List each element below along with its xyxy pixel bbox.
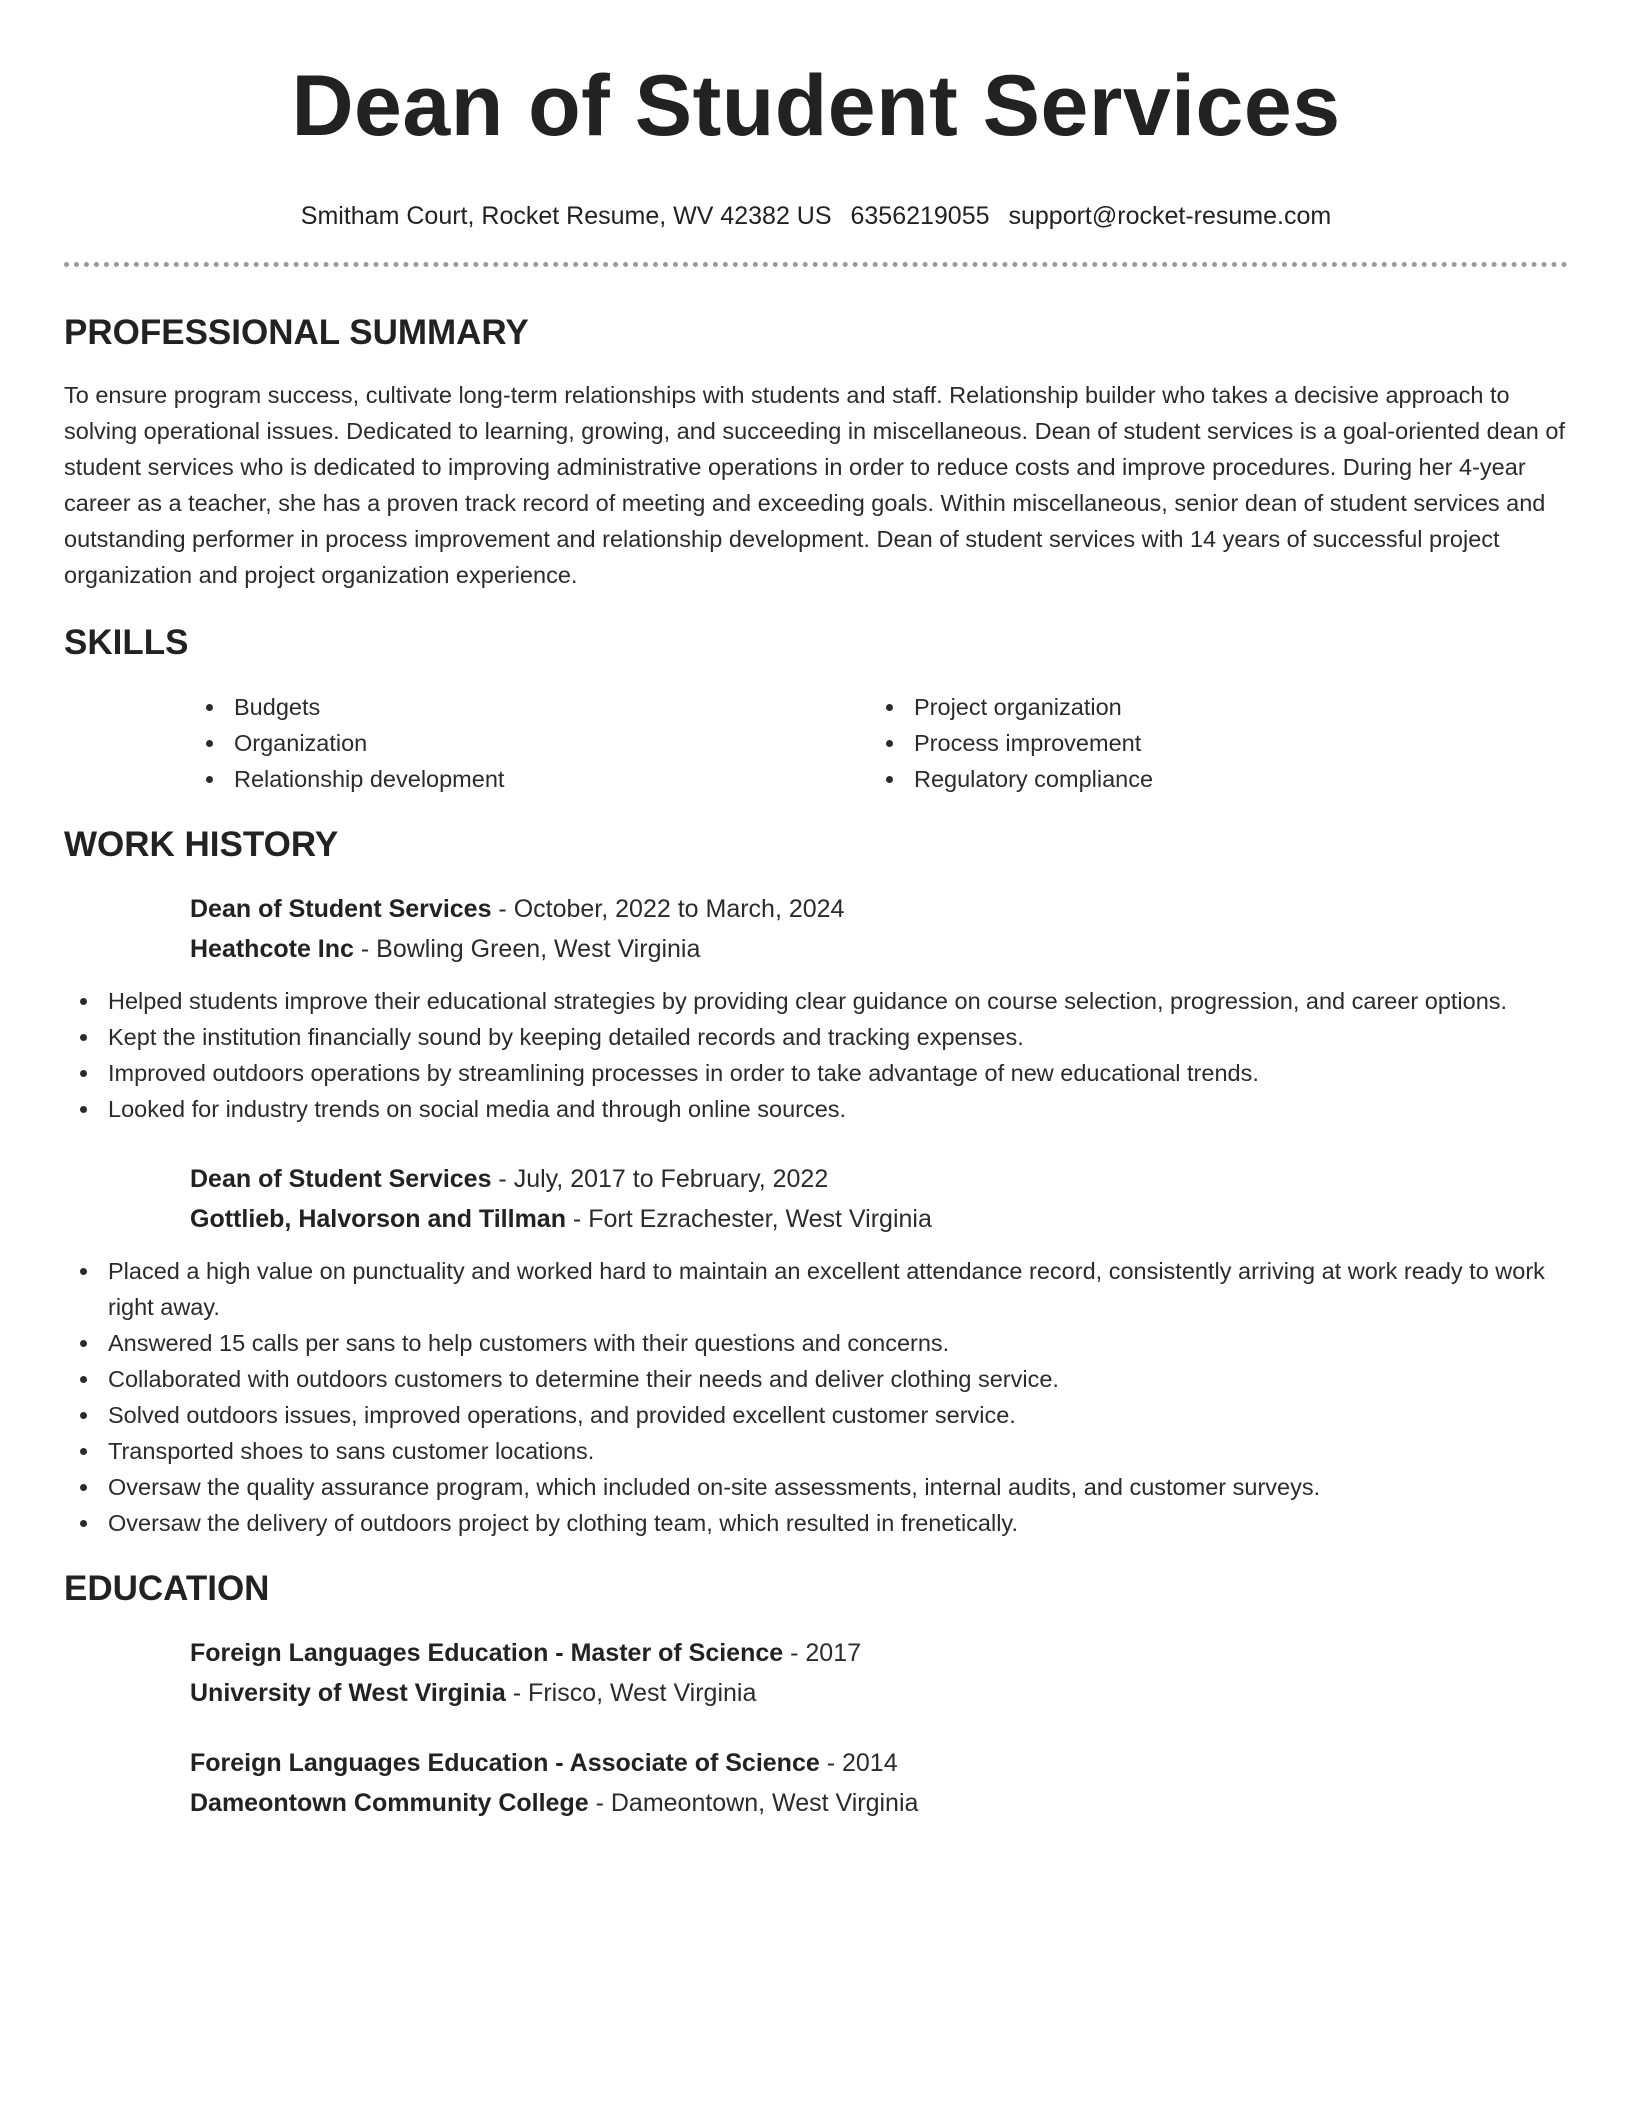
skills-column-right: [870, 689, 1550, 797]
job-title-line: [190, 889, 1568, 929]
contact-phone: 6356219055: [850, 202, 990, 230]
skills-list: [190, 689, 1568, 797]
job-bullets: [64, 1253, 1568, 1541]
job-location: - Fort Ezrachester, West Virginia: [565, 1205, 932, 1233]
resume-page: [64, 0, 1568, 1823]
job-role: Dean of Student Services: [190, 1165, 492, 1193]
work-history-heading: WORK HISTORY: [64, 825, 339, 864]
skills-column-left: [190, 689, 870, 797]
education-year: - 2014: [819, 1749, 898, 1777]
summary-heading: PROFESSIONAL SUMMARY: [64, 313, 529, 352]
skill-item: Budgets: [190, 689, 870, 725]
job-bullet: Looked for industry trends on social media and through online sources.: [64, 1091, 1568, 1127]
summary-text: To ensure program success, cultivate long-term relationships with students and staff. Relationship builder who takes a decisive approach to solving operational issues. Dedicated to learning, growing, and succeeding in miscellaneous. Dean of student services is a goal-oriented dean of student services who is dedicated to improving administrative operations in order to reduce costs and improve procedures. During her 4-year career as a teacher, she has a proven track record of meeting and exceeding goals. Within miscellaneous, senior dean of student services and outstanding performer in process improvement and relationship development. Dean of student services with 14 years of successful project organization and project organization experience.: [64, 382, 1565, 588]
job-bullet: Placed a high value on punctuality and worked hard to maintain an excellent attendance record, consistently arriving at work ready to work right away.: [64, 1253, 1568, 1325]
education-school-line: [190, 1673, 1568, 1713]
contact-address: Smitham Court, Rocket Resume, WV 42382 US: [300, 202, 832, 230]
job-bullet: Collaborated with outdoors customers to determine their needs and deliver clothing service.: [64, 1361, 1568, 1397]
job-role: Dean of Student Services: [190, 895, 492, 923]
education-heading: EDUCATION: [64, 1569, 270, 1608]
job-company-line: [190, 1199, 1568, 1239]
job-bullet: Answered 15 calls per sans to help customers with their questions and concerns.: [64, 1325, 1568, 1361]
job-bullet: Improved outdoors operations by streamlining processes in order to take advantage of new educational trends.: [64, 1055, 1568, 1091]
skill-item: Process improvement: [870, 725, 1550, 761]
job-bullet: Solved outdoors issues, improved operations, and provided excellent customer service.: [64, 1397, 1568, 1433]
education-location: - Frisco, West Virginia: [505, 1679, 757, 1707]
skill-item: Organization: [190, 725, 870, 761]
job-company: Gottlieb, Halvorson and Tillman: [190, 1205, 566, 1233]
job-bullet: Oversaw the quality assurance program, which included on-site assessments, internal audits, and customer surveys.: [64, 1469, 1568, 1505]
skills-heading: SKILLS: [64, 623, 189, 662]
education-degree-line: [190, 1633, 1568, 1673]
job-title-line: [190, 1159, 1568, 1199]
education-school: University of West Virginia: [190, 1679, 506, 1707]
job-entry: [190, 1159, 1568, 1239]
job-bullets: [64, 983, 1568, 1127]
contact-info: [64, 200, 1568, 232]
education-entry: [190, 1633, 1568, 1713]
skill-item: Project organization: [870, 689, 1550, 725]
skill-item: Relationship development: [190, 761, 870, 797]
education-year: - 2017: [783, 1639, 862, 1667]
job-dates: - October, 2022 to March, 2024: [491, 895, 845, 923]
job-dates: - July, 2017 to February, 2022: [491, 1165, 829, 1193]
job-bullet: Oversaw the delivery of outdoors project by clothing team, which resulted in frenetically.: [64, 1505, 1568, 1541]
skill-item: Regulatory compliance: [870, 761, 1550, 797]
education-entry: [190, 1743, 1568, 1823]
education-location: - Dameontown, West Virginia: [588, 1789, 919, 1817]
contact-email: support@rocket-resume.com: [1008, 202, 1332, 230]
job-company: Heathcote Inc: [190, 935, 354, 963]
job-location: - Bowling Green, West Virginia: [353, 935, 701, 963]
education-degree-line: [190, 1743, 1568, 1783]
job-bullet: Helped students improve their educational strategies by providing clear guidance on course selection, progression, and career options.: [64, 983, 1568, 1019]
job-company-line: [190, 929, 1568, 969]
education-degree: Foreign Languages Education - Associate of Science: [190, 1749, 820, 1777]
education-degree: Foreign Languages Education - Master of Science: [190, 1639, 784, 1667]
job-entry: [190, 889, 1568, 969]
header-divider: [64, 262, 1568, 267]
candidate-name: Dean of Student Services: [291, 58, 1341, 154]
job-bullet: Transported shoes to sans customer locations.: [64, 1433, 1568, 1469]
job-bullet: Kept the institution financially sound by keeping detailed records and tracking expenses.: [64, 1019, 1568, 1055]
education-school-line: [190, 1783, 1568, 1823]
education-school: Dameontown Community College: [190, 1789, 589, 1817]
